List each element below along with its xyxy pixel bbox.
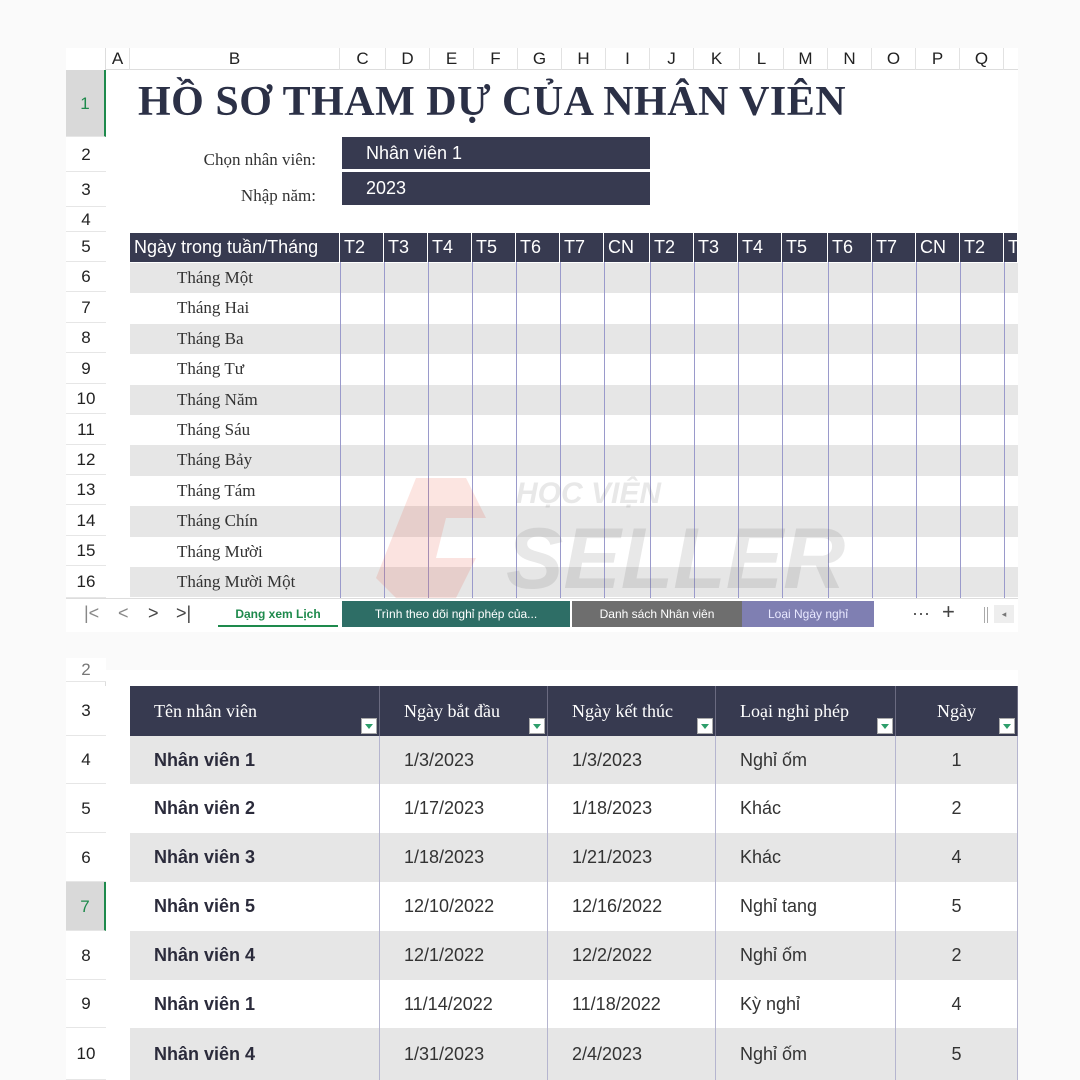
column-header-1[interactable]: Tên nhân viên (130, 686, 380, 736)
weekday-header: T4 (738, 233, 782, 262)
add-sheet-icon[interactable]: + (942, 599, 955, 624)
grid-line (650, 262, 651, 598)
month-label: Tháng Mười (177, 541, 263, 561)
table-cell[interactable]: Kỳ nghỉ (716, 980, 896, 1028)
weekday-header: T5 (782, 233, 828, 262)
table-cell[interactable]: 12/1/2022 (380, 931, 548, 980)
table-cell[interactable]: 1 (896, 736, 1018, 784)
column-header-k[interactable]: K (694, 48, 740, 70)
leave-tracker-window (66, 660, 1018, 1080)
column-header-g[interactable]: G (518, 48, 562, 70)
row-header[interactable]: 3 (66, 686, 106, 736)
row-header[interactable]: 13 (66, 475, 106, 505)
filter-dropdown-icon[interactable] (697, 718, 713, 734)
column-header-q[interactable]: Q (960, 48, 1004, 70)
row-header[interactable]: 9 (66, 353, 106, 384)
table-cell[interactable]: 1/21/2023 (548, 833, 716, 882)
column-header-n[interactable]: N (828, 48, 872, 70)
column-header-e[interactable]: E (430, 48, 474, 70)
grid-line (694, 262, 695, 598)
grid-line (782, 262, 783, 598)
row-header[interactable]: 12 (66, 445, 106, 475)
grid-line (384, 262, 385, 598)
weekday-header: T2 (650, 233, 694, 262)
grid-line (916, 262, 917, 598)
month-label: Tháng Hai (177, 298, 250, 318)
grid-line (428, 262, 429, 598)
table-cell[interactable]: 2 (896, 784, 1018, 833)
row-header[interactable]: 7 (66, 292, 106, 323)
year-label: Nhập năm: (240, 186, 316, 205)
column-header-j[interactable]: J (650, 48, 694, 70)
table-cell[interactable]: 4 (896, 833, 1018, 882)
table-cell[interactable]: 1/31/2023 (380, 1028, 548, 1080)
table-cell[interactable]: 1/3/2023 (380, 736, 548, 784)
weekday-header: T6 (828, 233, 872, 262)
table-cell[interactable]: Nghỉ ốm (716, 1028, 896, 1080)
row-header[interactable]: 9 (66, 980, 106, 1028)
month-label: Tháng Sáu (177, 420, 251, 439)
month-label: Tháng Năm (177, 389, 258, 409)
table-cell[interactable]: 1/18/2023 (548, 784, 716, 833)
filter-dropdown-icon[interactable] (361, 718, 377, 734)
column-header-p[interactable]: P (916, 48, 960, 70)
column-header-d[interactable]: D (386, 48, 430, 70)
row-header[interactable]: 2 (66, 137, 106, 172)
next-sheet-icon[interactable]: > (148, 603, 159, 623)
calendar-sheet-window (66, 48, 1018, 632)
month-label: Tháng Mười Một (177, 572, 296, 591)
row-header[interactable]: 14 (66, 505, 106, 536)
row-header[interactable]: 8 (66, 323, 106, 353)
column-header-o[interactable]: O (872, 48, 916, 70)
more-sheets-icon[interactable]: ··· (912, 603, 930, 623)
table-cell[interactable]: 2 (896, 931, 1018, 980)
row-header[interactable]: 7 (66, 882, 106, 931)
row-header[interactable]: 16 (66, 566, 106, 598)
weekday-header: T3 (384, 233, 428, 262)
weekday-header: CN (916, 233, 960, 262)
column-header-l[interactable]: L (740, 48, 784, 70)
page-title: HỒ SƠ THAM DỰ CỦA NHÂN VIÊN (138, 79, 847, 125)
row-header[interactable]: 5 (66, 784, 106, 833)
month-label: Tháng Tư (177, 359, 244, 379)
table-cell[interactable]: 12/2/2022 (548, 931, 716, 980)
sheet-tab[interactable]: Dạng xem Lịch (218, 601, 338, 627)
row-header[interactable]: 11 (66, 414, 106, 445)
row-header[interactable]: 4 (66, 736, 106, 784)
employee-label: Chọn nhân viên: (203, 150, 316, 169)
table-cell[interactable]: Nhân viên 1 (130, 980, 380, 1028)
year-input[interactable]: 2023 (342, 172, 650, 205)
table-cell[interactable]: 1/17/2023 (380, 784, 548, 833)
column-header-i[interactable]: I (606, 48, 650, 70)
filter-dropdown-icon[interactable] (877, 718, 893, 734)
tab-splitter[interactable] (984, 607, 988, 623)
weekday-header: T6 (516, 233, 560, 262)
grid-line (960, 262, 961, 598)
table-cell[interactable]: Nhân viên 4 (130, 931, 380, 980)
sheet-tab[interactable]: Trình theo dõi nghỉ phép của... (342, 601, 570, 627)
table-cell[interactable]: 11/14/2022 (380, 980, 548, 1028)
column-header-2[interactable]: Ngày bắt đầu (380, 686, 548, 736)
table-cell[interactable]: 1/18/2023 (380, 833, 548, 882)
weekday-header: T7 (560, 233, 604, 262)
row-header[interactable]: 6 (66, 262, 106, 292)
weekday-header: T7 (872, 233, 916, 262)
table-cell[interactable]: 2/4/2023 (548, 1028, 716, 1080)
table-cell[interactable]: Nhân viên 1 (130, 736, 380, 784)
grid-line (340, 262, 341, 598)
row-header[interactable]: 5 (66, 232, 106, 262)
grid-line (828, 262, 829, 598)
table-cell[interactable]: Nhân viên 3 (130, 833, 380, 882)
table-cell[interactable]: 5 (896, 1028, 1018, 1080)
month-label: Tháng Bảy (177, 450, 253, 470)
weekday-header: T (1004, 233, 1018, 262)
employee-select[interactable]: Nhân viên 1 (342, 137, 650, 169)
month-label: Tháng Chín (177, 511, 258, 531)
grid-line (872, 262, 873, 598)
table-cell[interactable]: Nghỉ ốm (716, 736, 896, 784)
month-label: Tháng Ba (177, 328, 244, 348)
month-label: Tháng Một (177, 268, 254, 287)
weekday-header: CN (604, 233, 650, 262)
row-header[interactable]: 8 (66, 931, 106, 980)
grid-line (472, 262, 473, 598)
sheet-tab[interactable]: Danh sách Nhân viên (572, 601, 742, 627)
column-header-b[interactable]: B (130, 48, 340, 70)
column-header-m[interactable]: M (784, 48, 828, 70)
row-header[interactable]: 2 (66, 658, 106, 682)
sheet-tab-bar (66, 598, 1018, 632)
row-header[interactable]: 10 (66, 384, 106, 414)
grid-line (560, 262, 561, 598)
column-header-3[interactable]: Ngày kết thúc (548, 686, 716, 736)
table-cell[interactable]: Nhân viên 2 (130, 784, 380, 833)
table-cell[interactable]: 4 (896, 980, 1018, 1028)
grid-line (738, 262, 739, 598)
filter-dropdown-icon[interactable] (529, 718, 545, 734)
row-header[interactable]: 10 (66, 1028, 106, 1080)
table-cell[interactable]: Nhân viên 4 (130, 1028, 380, 1080)
column-header-c[interactable]: C (340, 48, 386, 70)
table-cell[interactable]: Nhân viên 5 (130, 882, 380, 931)
grid-line (604, 262, 605, 598)
row-header[interactable]: 3 (66, 172, 106, 207)
row-header[interactable]: 1 (66, 70, 106, 137)
table-cell[interactable]: 1/3/2023 (548, 736, 716, 784)
row-header[interactable]: 6 (66, 833, 106, 882)
grid-line (516, 262, 517, 598)
table-cell[interactable]: Nghỉ ốm (716, 931, 896, 980)
weekday-header: T3 (694, 233, 738, 262)
table-cell[interactable]: Khác (716, 833, 896, 882)
column-header-5[interactable]: Ngày (896, 686, 1018, 736)
last-sheet-icon[interactable]: >| (176, 603, 192, 623)
weekday-header: T5 (472, 233, 516, 262)
table-cell[interactable]: 12/16/2022 (548, 882, 716, 931)
grid-line (1004, 262, 1005, 598)
prev-sheet-icon[interactable]: < (118, 603, 129, 623)
table-cell[interactable]: 11/18/2022 (548, 980, 716, 1028)
weekday-header: T2 (960, 233, 1004, 262)
table-cell[interactable]: 5 (896, 882, 1018, 931)
row-header[interactable]: 15 (66, 536, 106, 566)
scroll-left-icon[interactable]: ◂ (994, 605, 1014, 623)
row-header[interactable]: 4 (66, 207, 106, 232)
column-header-a[interactable]: A (106, 48, 130, 70)
column-header-4[interactable]: Loại nghỉ phép (716, 686, 896, 736)
table-cell[interactable]: 12/10/2022 (380, 882, 548, 931)
table-cell[interactable]: Nghỉ tang (716, 882, 896, 931)
table-cell[interactable]: Khác (716, 784, 896, 833)
sheet-tab[interactable]: Loại Ngày nghỉ (742, 601, 874, 627)
column-header-h[interactable]: H (562, 48, 606, 70)
first-sheet-icon[interactable]: |< (84, 603, 100, 623)
calendar-header-first: Ngày trong tuần/Tháng (130, 233, 340, 262)
filter-dropdown-icon[interactable] (999, 718, 1015, 734)
month-label: Tháng Tám (177, 480, 256, 500)
weekday-header: T2 (340, 233, 384, 262)
column-header-f[interactable]: F (474, 48, 518, 70)
weekday-header: T4 (428, 233, 472, 262)
